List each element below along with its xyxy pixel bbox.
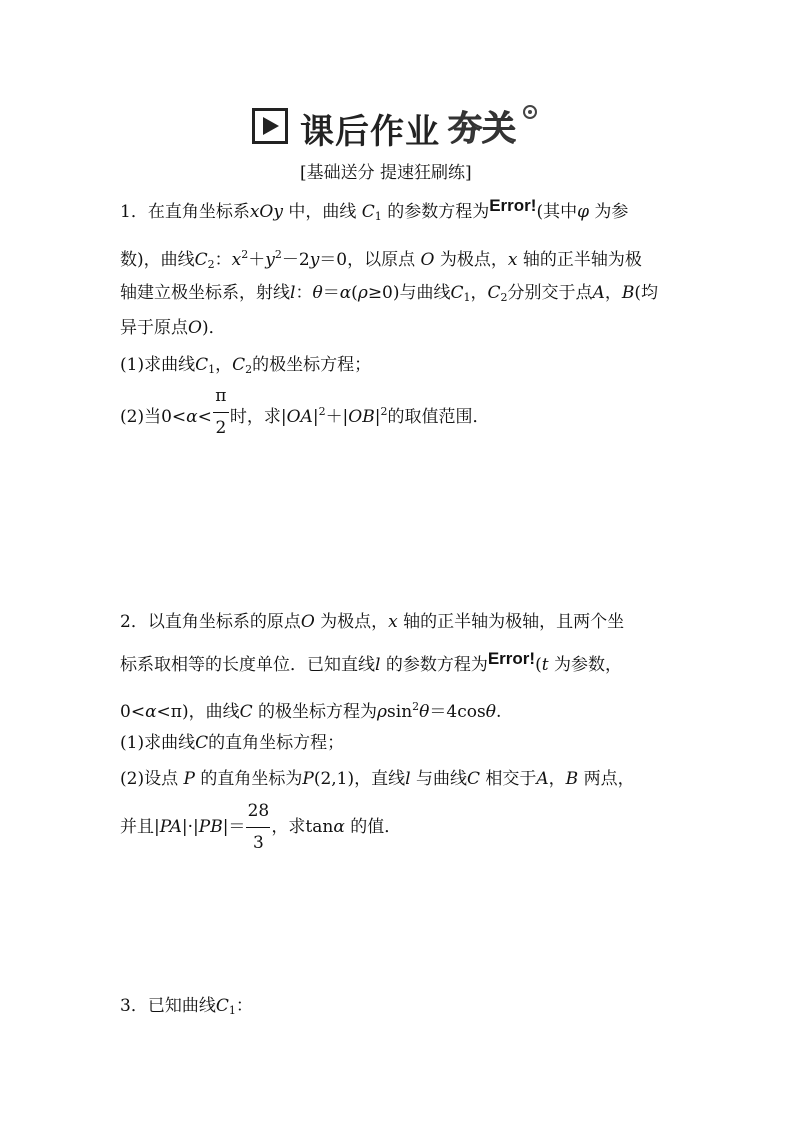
error-marker: Error! bbox=[487, 649, 536, 668]
q1-line-1: 1．在直角坐标系xOy 中，曲线 $C_1$ 的参数方程为Error!(其中φ 为参 bbox=[120, 196, 629, 223]
q3-line-1: 3．已知曲线$C_1$： bbox=[120, 996, 253, 1017]
page-subtitle: [基础送分 提速狂刷练] bbox=[300, 163, 472, 183]
page-title: 课后作业 bbox=[300, 112, 440, 152]
q1-line-4: 异于原点O)． bbox=[120, 318, 226, 338]
q1-line-3: 轴建立极坐标系，射线l：θ＝α(ρ≥0)与曲线$C_1$，$C_2$分别交于点A，B(均 bbox=[120, 283, 658, 304]
error-marker: Error! bbox=[489, 196, 537, 215]
q2-part-1: (1)求曲线C的直角坐标方程； bbox=[120, 733, 345, 753]
q2-line-3: 0<α<π)，曲线C 的极坐标方程为ρsin$^2$θ＝4cosθ. bbox=[120, 700, 502, 722]
q2-part-2-cont: 并且|PA|·|PB|＝ $\frac{28}{3}$ ，求tanα 的值． bbox=[120, 801, 402, 853]
fraction: $\frac{\pi}{2}$ bbox=[212, 400, 230, 424]
q1-part-2: (2)当0<α< $\frac{\pi}{2}$ 时，求$|OA|^2+|OB|^2$的取值范围． bbox=[120, 386, 490, 438]
q2-line-2: 标系取相等的长度单位．已知直线l 的参数方程为Error!(t 为参数， bbox=[120, 649, 622, 675]
q1-part-1: (1)求曲线$C_1$，$C_2$的极坐标方程； bbox=[120, 355, 372, 376]
q2-part-2: (2)设点 P 的直角坐标为P(2,1)，直线l 与曲线C 相交于A，B 两点， bbox=[120, 769, 635, 789]
play-icon bbox=[252, 108, 288, 144]
q1-line-2: 数)，曲线$C_2$：$x^2+y^2-2y=0$，以原点 O 为极点，x 轴的正半轴为极 bbox=[120, 248, 642, 271]
svg-text:夯关: 夯关 bbox=[448, 109, 516, 148]
brand-logo bbox=[444, 104, 548, 148]
q2-line-1: 2．以直角坐标系的原点O 为极点，x 轴的正半轴为极轴，且两个坐 bbox=[120, 612, 625, 632]
fraction: $\frac{28}{3}$ bbox=[247, 801, 270, 853]
